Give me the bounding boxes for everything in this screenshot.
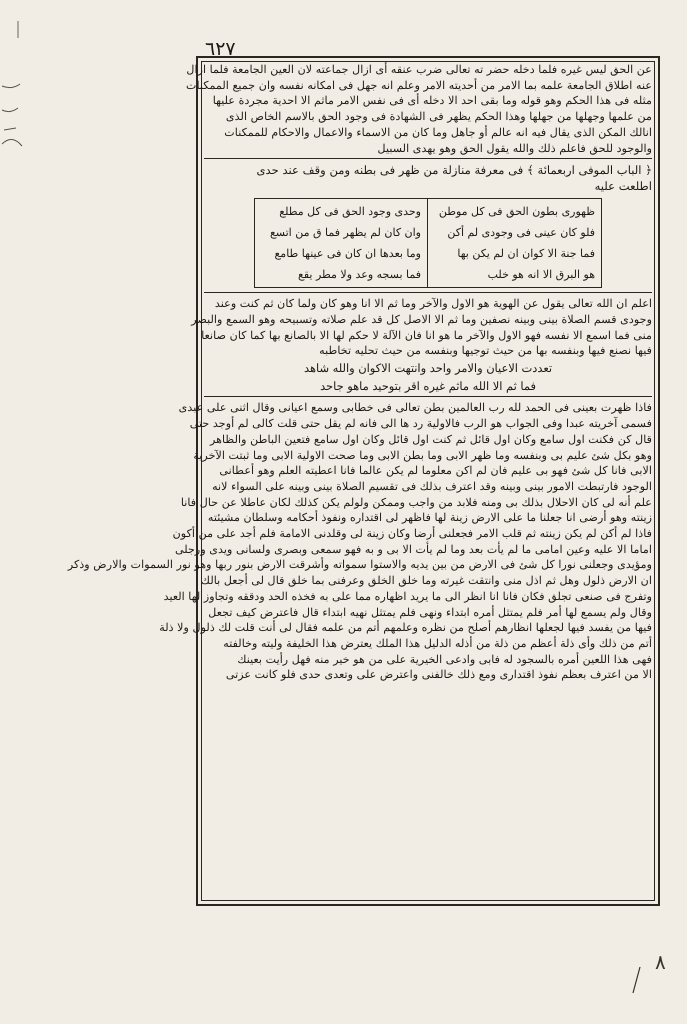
text-line: فهى هذا اللعين أمره بالسجود له فابى وادعى الخيرية على من هو خير منه فهل رأيت بعينك bbox=[237, 652, 652, 666]
poem-box bbox=[254, 198, 602, 288]
margin-scribble bbox=[0, 130, 24, 160]
text-line: فيها من يفسد فيها لجعلها انظارهم أصلح من نظره وعلمهم أتم من علمه فقال لى أنت قلت لك ذلول ولا ذلة bbox=[159, 621, 652, 635]
text-line: مثله فى هذا الحكم وهو قوله وما بقى احد الا دخله أى فى نفس الامر ماثم الا احدية مجردة عليها bbox=[212, 94, 652, 108]
poem-hemistich: هو البرق الا انه هو خلب bbox=[487, 268, 595, 282]
page-content bbox=[67, 62, 652, 900]
poem-hemistich: ظهورى بطون الحق فى كل موطن bbox=[438, 205, 595, 219]
main-paragraph bbox=[67, 400, 652, 683]
text-line: اماما الا عليه وعين امامى ما لم يأت بعد وما لم يأت الا بى و به فهو سمعى وبصرى ولسانى ويدى ورجلى bbox=[174, 542, 652, 556]
poem-right-column bbox=[428, 199, 601, 287]
verse-line: فما ثم الا الله ماثم غيره اقر بتوحيد ماهو جاحد bbox=[320, 378, 536, 393]
text-line: من علمها وجهلها من جهلها وهذا الحكم يظهر فى الشهادة فى وجود الحق بالاسم الخاص الذى bbox=[225, 110, 652, 124]
opening-paragraph bbox=[185, 62, 652, 156]
poem-left-column bbox=[255, 199, 428, 287]
text-line: عن الحق ليس غيره فلما دخله حضر ته تعالى ضرب عنقه أى ازال جماعته لان العين الجامعة فلما ازال bbox=[186, 63, 652, 76]
text-line: فسمى آخريته عبدا وفى الجواب هو الرب فالاولية رد ها الى فانه لم يقل حتى قلت كالى لم أوجد حتى bbox=[189, 417, 652, 431]
divider bbox=[204, 396, 652, 397]
text-line: فاذا لم أكن لم يكن زينته ثم قلب الامر فجعلنى أرضا وكان زينة لى وقلدنى الامامة فلم أجد على من أكون bbox=[172, 527, 652, 541]
text-line: الابى فانا كل شئ فهو بى عليم فان لم اكن معلوما لم يكن عالما فانا اعطيته العلم وهو أعطانى bbox=[219, 464, 652, 478]
second-paragraph bbox=[191, 296, 652, 359]
text-line: والوجود للحق فاعلم ذلك والله يقول الحق وهو يهدى السبيل bbox=[377, 141, 652, 155]
text-line: الوجود فارتبطت الامور بينى وبينه وقد اعترف بذلك فى تقسيم الصلاة بينى وبينه على السواء لانه bbox=[212, 479, 652, 493]
text-line: وهو بكل شئ عليم بى وبنفسه وما ظهر الابى وما بطن الابى وما صحت الاولية الابى وما ثبتت الآخرية bbox=[193, 448, 652, 462]
margin-tick bbox=[15, 20, 21, 40]
text-line: عنه اطلاق الجامعة علمه بما الامر من أحديته الامر وعلم انه جهل فى امكانه نفسه وان جميع الممكنات bbox=[185, 78, 652, 92]
text-line: ومؤيدى وجعلنى نورا كل شئ فى الارض من بين يديه والاستوا سمواته وأشرقت الارض بنور ربها وهو نور السموات والارض وذكر bbox=[67, 558, 652, 572]
poem-hemistich: وحدى وجود الحق فى كل مطلع bbox=[279, 205, 421, 219]
heading-line: ﴿ الباب الموفى اربعمائة ﴾ فى معرفة منازلة من ظهر فى بطنه ومن وقف عند حدى bbox=[256, 163, 652, 178]
poem-hemistich: وما بعدها ان كان فى عينها طامع bbox=[274, 247, 421, 261]
verse-line: تعددت الاعيان والامر واحد وانتهت الاكوان والله شاهد bbox=[304, 361, 552, 376]
text-line: وقال ولم يسمع لها أمر فلم يمتثل أمره ابتداء ونهى فلم يمتثل نهيه ابتداء قال فاعترض كيف تجعل bbox=[208, 605, 652, 619]
page-number: ٦٢٧ bbox=[205, 38, 236, 60]
text-line: أتم من ذلك وأى ذلة أعظم من ذلة من أذله الدليل هذا الملك يعترض هذا الخليفة وليته وخالفته bbox=[223, 636, 652, 650]
margin-stroke bbox=[630, 965, 642, 995]
text-line: الا من اعترف بعظم نفوذ اقتدارى ومع ذلك خالفنى واعترض على وتعدى حدى فلو كانت عزتى bbox=[225, 668, 652, 682]
text-line: علم أنه لى كان الاحلال بذلك بى ومنه فلابد من واجب وممكن ولولم يكن كذلك لكان عاطلا عن حال فانا bbox=[180, 495, 652, 509]
text-line: فيها نصنع فيها وبنفسه بها من حيث توجيها وبنفسه من حيث تحليه تخاطبه bbox=[319, 344, 652, 358]
corner-mark: ٨ bbox=[655, 950, 666, 974]
text-line: قال كن فكنت اول سامع وكان اول قائل ثم كنت اول قائل وكان اول سامع فتعين الباطن والظاهر bbox=[209, 432, 652, 446]
text-line: وجودى قسم الصلاة بينى وبينه نصفين وما ثم الا الاصل كل قد علم صلاته وتسبيحه وهو السمع والبصر bbox=[191, 312, 652, 326]
text-line: انالك المكن الذى يقال فيه انه عالم أو جاهل وما كان من الاسماء والاعمال والاحكام للممكنات bbox=[224, 125, 652, 139]
text-line: منى فما اسمع الا نفسه فهو الاول والآخر ما هو انا فان الآلة لا حكم لها الا بالصانع بها كما كان صانعا bbox=[201, 328, 652, 342]
text-line: فاذا ظهرت بعينى فى الحمد لله رب العالمين بطن تعالى فى خطابى وسمع اعيانى وقال اثنى على عبدى bbox=[178, 401, 652, 415]
heading-line: اطلعت عليه bbox=[594, 179, 652, 194]
text-line: وتفرج فى صنعى تجلق فكان فانا انا انظر الى ما يريد اظهاره مما على به فخذه الحد ودققه وتجاوز لها العيد bbox=[163, 589, 652, 603]
text-line: زينته وهو أرضى انا جعلنا ما على الارض زينة لها فاظهر لى اقتداره ونفوذ أحكامه وسلطان مشيئته bbox=[207, 511, 652, 525]
poem-hemistich: فلو كان عينى فى وجودى لم أكن bbox=[447, 226, 595, 240]
text-line: ان الارض ذلول وهل ثم اذل منى وانتقت غيرته وما خلق الخلق وعرفنى بما خلق قال لى أجعل بالك bbox=[200, 574, 652, 588]
divider bbox=[204, 158, 652, 159]
chapter-heading bbox=[204, 162, 652, 194]
divider bbox=[204, 292, 652, 293]
poem-hemistich: فما بسجه وعد ولا مطر يقع bbox=[297, 268, 421, 282]
poem-hemistich: فما جنة الا كوان ان لم يكن بها bbox=[457, 247, 595, 261]
poem-hemistich: وان كان لم يظهر فما ق من اتسع bbox=[269, 226, 421, 240]
text-line: اعلم ان الله تعالى يقول عن الهوية هو الاول والآخر وما ثم الا انا وهو كان ولما كان ثم كنت وعند bbox=[214, 297, 652, 311]
